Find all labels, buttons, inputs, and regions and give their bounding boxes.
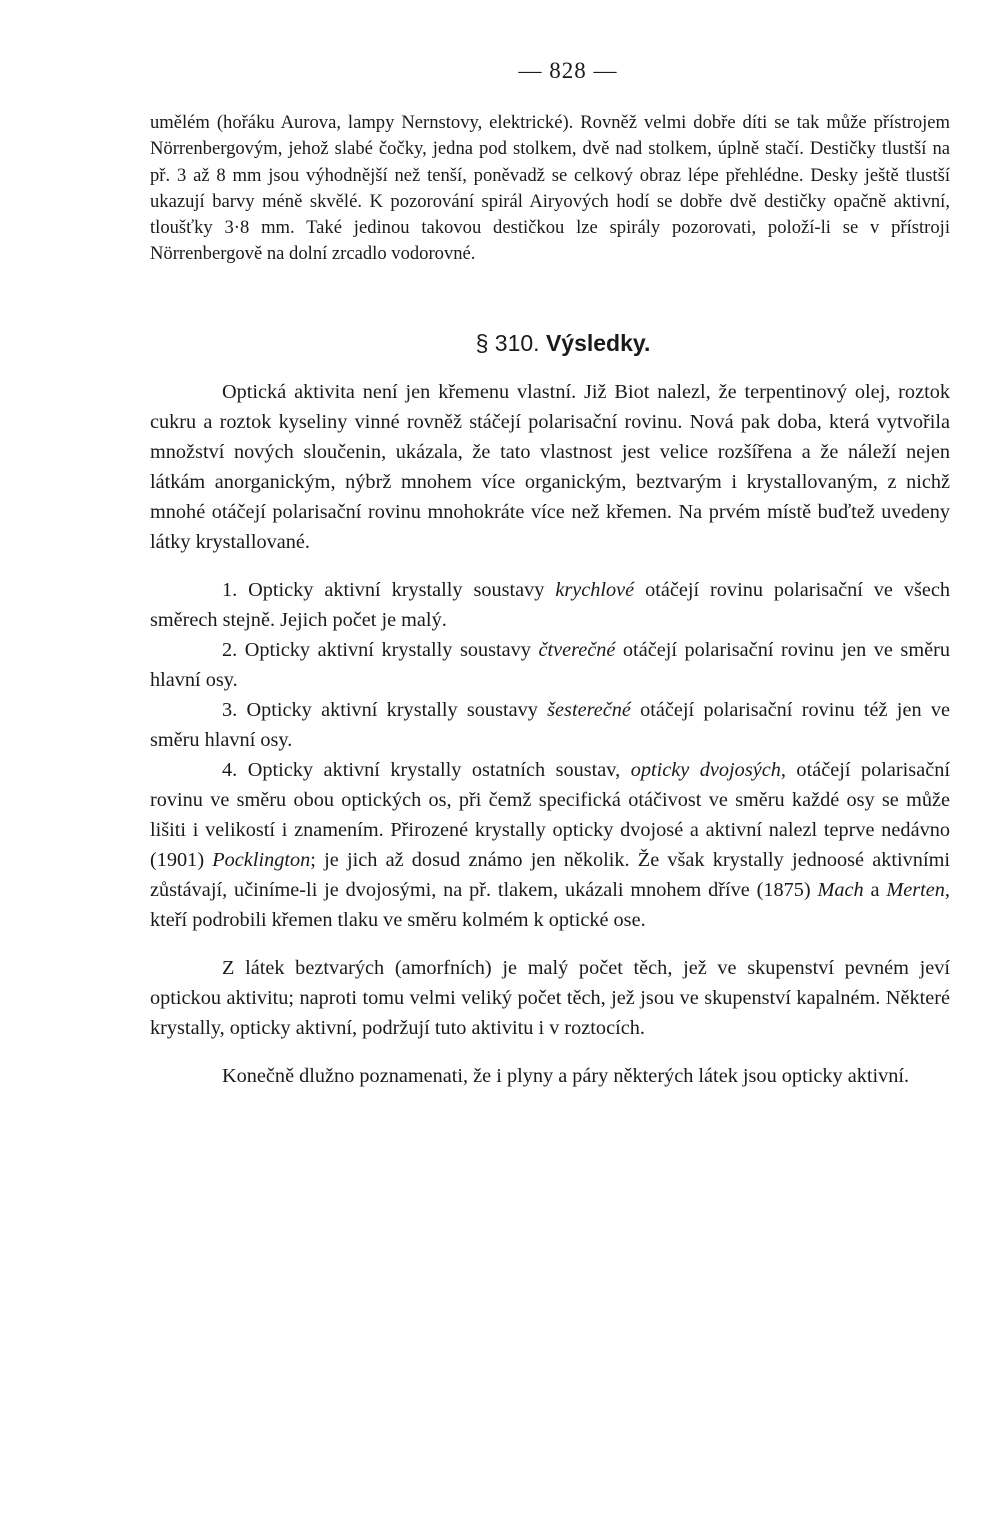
term-opticky-dvojosych: opticky dvojosých xyxy=(630,758,781,781)
section-number: § 310. xyxy=(475,329,540,356)
paragraph-amorphous: Z látek beztvarých (amorfních) je malý počet těch, jež ve skupenství pevném jeví optickou aktivitu; naproti tomu velmi veliký počet těch, jež jsou ve skupenství kapalném. Některé krystally, opticky aktivní, podržují tuto aktivitu i v roztocích. xyxy=(150,956,950,1039)
name-pocklington: Pocklington xyxy=(212,848,311,871)
section-heading xyxy=(150,330,950,357)
list-item-1: 1. Opticky aktivní krystally soustavy krychlové otáčejí rovinu polarisační ve všech směrech stejně. Jejich počet je malý. xyxy=(150,578,950,631)
name-mach: Mach xyxy=(817,878,864,901)
list-item-2: 2. Opticky aktivní krystally soustavy čtverečné otáčejí polarisační rovinu jen ve směru hlavní osy. xyxy=(150,638,950,691)
intro-paragraph: umělém (hořáku Aurova, lampy Nernstovy, elektrické). Rovněž velmi dobře díti se tak může přístrojem Nörrenbergovým, jehož slabé čočky, jedna pod stolkem, dvě nad stolkem, úplně stačí. Destičky tlustší na př. 3 až 8 mm jsou výhodnější než tenší, poněvadž se celkový obraz lépe přehlédne. Desky ještě tlustší ukazují barvy méně skvělé. K pozorování spirál Airyových hodí se dobře dvě destičky opačně aktivní, tloušťky 3·8 mm. Také jedinou takovou destičkou lze spirály pozorovati, položí-li se v přístroji Nörrenbergově na dolní zrcadlo vodorovné. xyxy=(150,112,950,265)
page-number: — 828 — xyxy=(518,58,618,83)
book-page xyxy=(150,58,950,1091)
section-title: Výsledky. xyxy=(545,329,651,356)
paragraph-optical-activity: Optická aktivita není jen křemenu vlastní. Již Biot nalezl, že terpentinový olej, roztok cukru a roztok kyseliny vinné rovněž stáčejí polarisační rovinu. Nová pak doba, která vytvořila množství nových sloučenin, ukázala, že tato vlastnost jest velice rozšířena a že náleží nejen látkám anorganickým, nýbrž mnohem více organickým, beztvarým i krystallovaným, z nichž mnohé otáčejí polarisační rovinu mnohokráte více než křemen. Na prvém místě buďtež uvedeny látky krystallované. xyxy=(150,380,950,553)
paragraph-gases: Konečně dlužno poznamenati, že i plyny a páry některých látek jsou opticky aktivní. xyxy=(222,1064,910,1087)
name-merten: Merten xyxy=(886,878,945,901)
term-ctverecne: čtverečné xyxy=(538,638,616,661)
term-krychlove: krychlové xyxy=(555,578,635,601)
list-item-3: 3. Opticky aktivní krystally soustavy šesterečné otáčejí polarisační rovinu též jen ve směru hlavní osy. xyxy=(150,698,950,751)
list-item-4: 4. Opticky aktivní krystally ostatních soustav, opticky dvojosých, otáčejí polarisační rovinu ve směru obou optických os, při čemž specifická otáčivost ve směru každé osy se může lišiti i velikostí i znamením. Přirozené krystally opticky dvojosé a aktivní nalezl teprve nedávno (1901) Pocklington; je jich až dosud známo jen několik. Že však krystally jednoosé aktivními zůstávají, učiníme-li je dvojosými, na př. tlakem, ukázali mnohem dříve (1875) Mach a Merten, kteří podrobili křemen tlaku ve směru kolmém k optické ose. xyxy=(150,758,950,931)
term-sesterecne: šesterečné xyxy=(547,698,631,721)
